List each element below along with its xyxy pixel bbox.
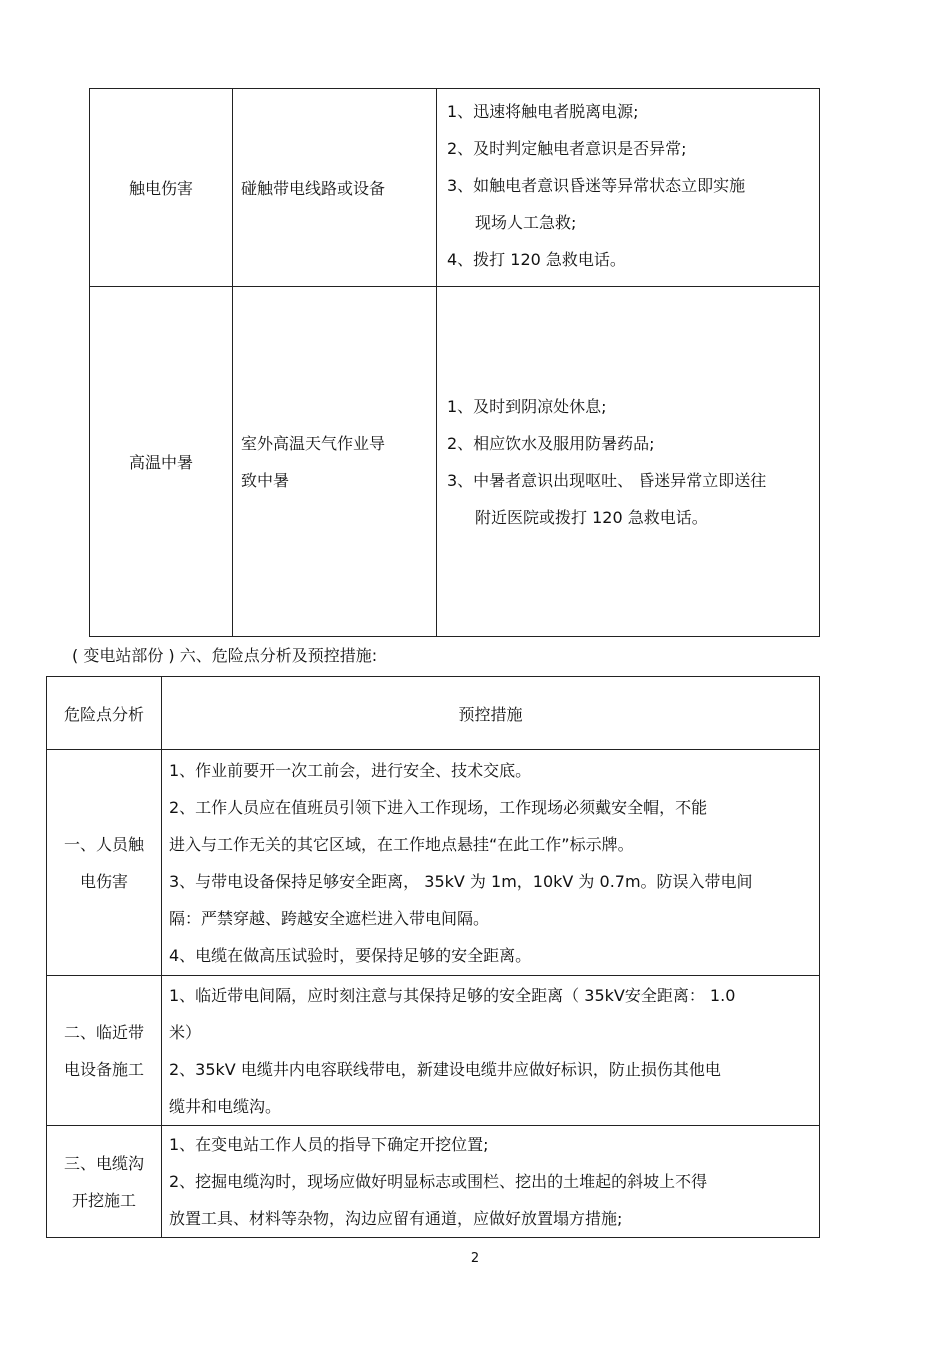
- table-row: [90, 89, 820, 287]
- page-number: 2: [470, 1251, 480, 1266]
- risk-cell: 一、人员触 电伤害: [47, 750, 162, 976]
- measure-line: 4、拨打 120 急救电话。: [447, 250, 626, 269]
- measure-line: 2、及时判定触电者意识是否异常;: [447, 139, 687, 158]
- measure-line: 3、与带电设备保持足够安全距离， 35kV 为 1m，10kV 为 0.7m。防误入带电间: [169, 871, 753, 891]
- measure-line: 缆井和电缆沟。: [169, 1096, 282, 1116]
- measure-line: 3、中暑者意识出现呕吐、 昏迷异常立即送往: [447, 470, 767, 490]
- section-title: ( 变电站部份 ) 六、危险点分析及预控措施:: [72, 646, 378, 665]
- measures-cell: [162, 750, 820, 976]
- measure-line: 1、在变电站工作人员的指导下确定开挖位置;: [169, 1135, 489, 1154]
- column-header-measures: 预控措施: [162, 677, 820, 750]
- measure-line: 2、工作人员应在值班员引领下进入工作现场，工作现场必须戴安全帽，不能: [169, 797, 708, 817]
- hazard-table-continued: [89, 88, 820, 637]
- column-header-risk: 危险点分析: [47, 677, 162, 750]
- cause-cell: 碰触带电线路或设备: [233, 89, 437, 287]
- measure-line: 2、挖掘电缆沟时，现场应做好明显标志或围栏、挖出的土堆起的斜坡上不得: [169, 1172, 708, 1191]
- risk-cell: 二、临近带 电设备施工: [47, 976, 162, 1126]
- risk-cell: 三、电缆沟 开挖施工: [47, 1126, 162, 1238]
- measure-line: 4、电缆在做高压试验时，要保持足够的安全距离。: [169, 945, 532, 965]
- measure-line: 现场人工急救;: [475, 213, 577, 232]
- measure-line: 2、相应饮水及服用防暑药品;: [447, 433, 655, 453]
- table-row: [47, 1126, 820, 1238]
- measure-line: 隔：严禁穿越、跨越安全遮栏进入带电间隔。: [169, 908, 490, 928]
- measures-cell: [162, 976, 820, 1126]
- measure-line: 2、35kV 电缆井内电容联线带电，新建设电缆井应做好标识，防止损伤其他电: [169, 1059, 721, 1079]
- hazard-cell: 高温中暑: [90, 287, 233, 637]
- measure-line: 附近医院或拨打 120 急救电话。: [475, 507, 708, 527]
- measure-line: 3、如触电者意识昏迷等异常状态立即实施: [447, 176, 746, 195]
- measure-line: 米）: [169, 1022, 202, 1042]
- risk-control-table: [46, 676, 820, 1238]
- measure-line: 1、及时到阴凉处休息;: [447, 396, 607, 416]
- table-row: [90, 287, 820, 637]
- measure-line: 进入与工作无关的其它区域，在工作地点悬挂“在此工作”标示牌。: [169, 834, 634, 854]
- measure-line: 1、迅速将触电者脱离电源;: [447, 102, 639, 121]
- measures-cell: [437, 287, 820, 637]
- measure-line: 放置工具、材料等杂物，沟边应留有通道，应做好放置塌方措施;: [169, 1209, 623, 1228]
- measures-cell: [437, 89, 820, 287]
- table-row: [47, 750, 820, 976]
- cause-cell: 室外高温天气作业导 致中暑: [233, 287, 437, 637]
- table-header-row: [47, 677, 820, 750]
- hazard-cell: 触电伤害: [90, 89, 233, 287]
- table-row: [47, 976, 820, 1126]
- measure-line: 1、作业前要开一次工前会，进行安全、技术交底。: [169, 760, 532, 780]
- measures-cell: [162, 1126, 820, 1238]
- measure-line: 1、临近带电间隔，应时刻注意与其保持足够的安全距离（ 35kV安全距离： 1.0: [169, 985, 736, 1005]
